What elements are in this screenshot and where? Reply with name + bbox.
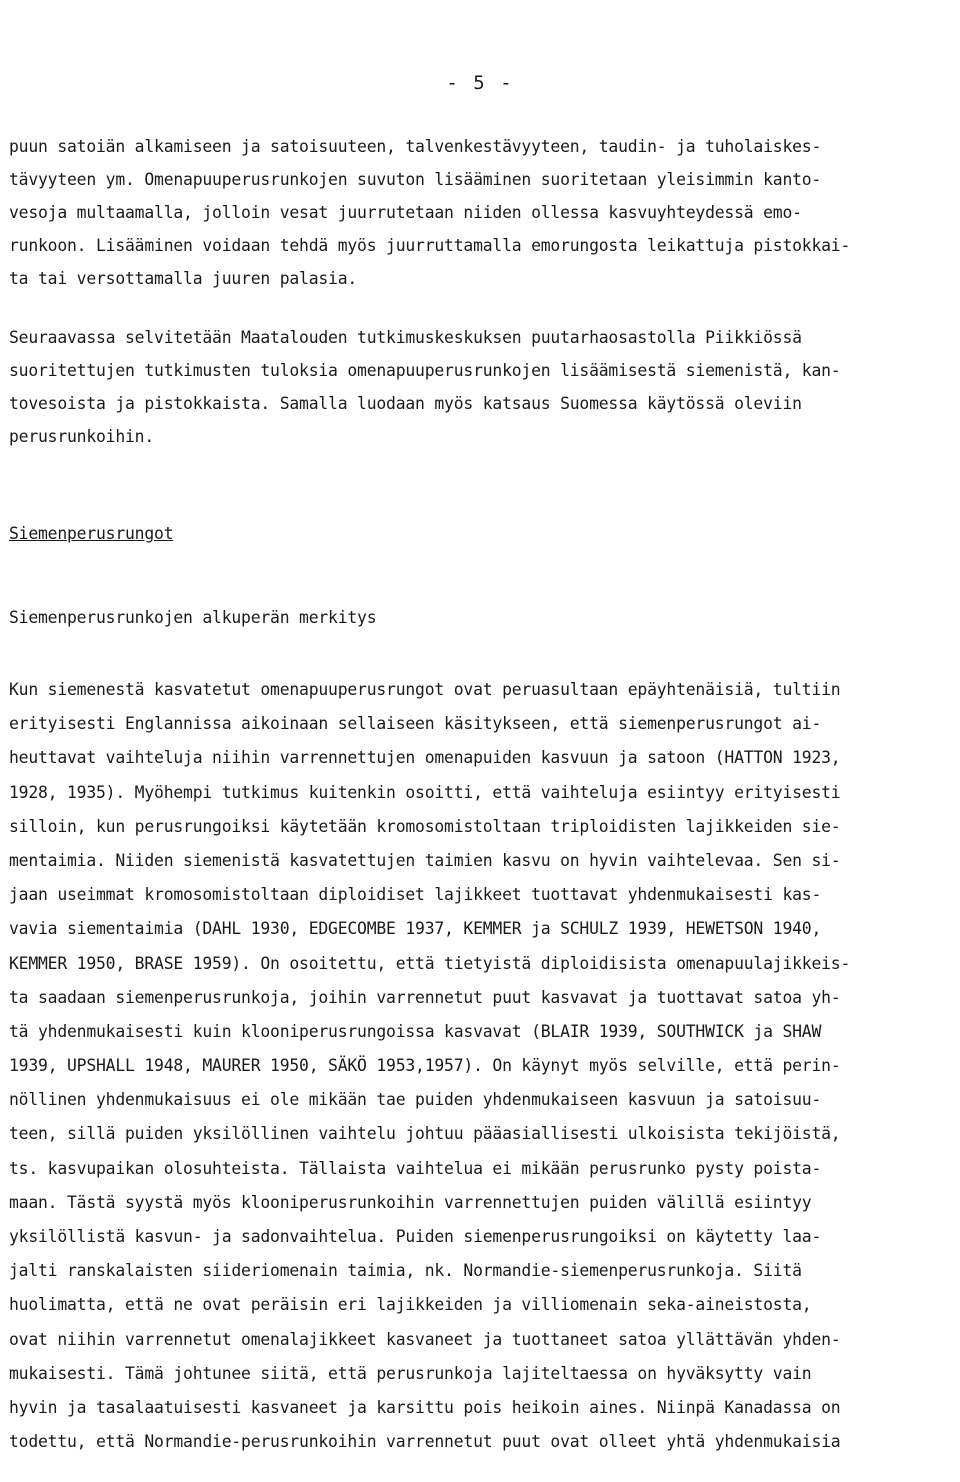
text-line: jalti ranskalaisten siideriomenain taimia, nk. Normandie-siemenperusrunkoja. Siitä: [9, 1261, 802, 1281]
text-line: jaan useimmat kromosomistoltaan diploidiset lajikkeet tuottavat yhdenmukaisesti kas-: [9, 885, 822, 905]
text-line: mukaisesti. Tämä johtunee siitä, että perusrunkoja lajiteltaessa on hyväksytty vain: [9, 1363, 812, 1383]
text-line: ts. kasvupaikan olosuhteista. Tällaista vaihtelua ei mikään perusrunko pysty poista-: [9, 1158, 822, 1178]
page-number: - 5 -: [446, 72, 514, 94]
text-line: ta saadaan siemenperusrunkoja, joihin varrennetut puut kasvavat ja tuottavat satoa yh-: [9, 987, 841, 1007]
text-line: silloin, kun perusrungoiksi käytetään kromosomistoltaan triploidisten lajikkeiden sie-: [9, 816, 841, 836]
text-line: vesoja multaamalla, jolloin vesat juurrutetaan niiden ollessa kasvuyhteydessä emo-: [9, 203, 802, 222]
text-line: tovesoista ja pistokkaista. Samalla luodaan myös katsaus Suomessa käytössä oleviin: [9, 394, 802, 413]
intro-paragraph: [9, 130, 951, 295]
text-line: nöllinen yhdenmukaisuus ei ole mikään tae puiden yhdenmukaiseen kasvuun ja satoisuu-: [9, 1090, 822, 1110]
purpose-paragraph: [9, 321, 951, 453]
section-subheading: Siemenperusrunkojen alkuperän merkitys: [9, 608, 377, 627]
text-line: Kun siemenestä kasvatetut omenapuuperusrungot ovat peruasultaan epäyhtenäisiä, tultiin: [9, 680, 841, 699]
text-line: maan. Tästä syystä myös klooniperusrunkoihin varrennettujen puiden välillä esiintyy: [9, 1192, 812, 1212]
body-paragraph: [9, 673, 951, 1459]
text-line: 1928, 1935). Myöhempi tutkimus kuitenkin osoitti, että vaihteluja esiintyy erityisesti: [9, 782, 841, 802]
text-line: erityisesti Englannissa aikoinaan sellaiseen käsitykseen, että siemenperusrungot ai-: [9, 714, 822, 734]
section-heading: Siemenperusrungot: [9, 524, 174, 543]
text-line: tä yhdenmukaisesti kuin klooniperusrungoissa kasvavat (BLAIR 1939, SOUTHWICK ja SHAW: [9, 1021, 822, 1041]
text-line: puun satoiän alkamiseen ja satoisuuteen, talvenkestävyyteen, taudin- ja tuholaiskes-: [9, 137, 822, 156]
text-line: 1939, UPSHALL 1948, MAURER 1950, SÄKÖ 1953,1957). On käynyt myös selville, että perin-: [9, 1056, 841, 1076]
text-line: ovat niihin varrennetut omenalajikkeet kasvaneet ja tuottaneet satoa yllättävän yhden-: [9, 1329, 841, 1349]
text-line: suoritettujen tutkimusten tuloksia omenapuuperusrunkojen lisäämisestä siemenistä, kan-: [9, 361, 841, 380]
text-line: runkoon. Lisääminen voidaan tehdä myös juurruttamalla emorungosta leikattuja pistokkai-: [9, 236, 851, 255]
text-line: KEMMER 1950, BRASE 1959). On osoitettu, että tietyistä diploidisista omenapuulajikkeis-: [9, 953, 851, 973]
text-line: todettu, että Normandie-perusrunkoihin varrennetut puut ovat olleet yhtä yhdenmukaisia: [9, 1432, 841, 1452]
text-line: perusrunkoihin.: [9, 427, 155, 446]
text-line: yksilöllistä kasvun- ja sadonvaihtelua. Puiden siemenperusrungoiksi on käytetty laa-: [9, 1227, 822, 1246]
text-line: vavia siementaimia (DAHL 1930, EDGECOMBE 1937, KEMMER ja SCHULZ 1939, HEWETSON 1940,: [9, 919, 822, 939]
text-line: hyvin ja tasalaatuisesti kasvaneet ja karsittu pois heikoin aines. Niinpä Kanadassa on: [9, 1397, 841, 1417]
text-line: teen, sillä puiden yksilöllinen vaihtelu johtuu pääasiallisesti ulkoisista tekijöistä,: [9, 1124, 841, 1144]
text-line: heuttavat vaihteluja niihin varrennettujen omenapuiden kasvuun ja satoon (HATTON 1923,: [9, 748, 841, 768]
text-line: Seuraavassa selvitetään Maatalouden tutkimuskeskuksen puutarhaosastolla Piikkiössä: [9, 328, 802, 347]
text-line: mentaimia. Niiden siemenistä kasvatettujen taimien kasvu on hyvin vaihtelevaa. Sen si-: [9, 850, 841, 870]
text-line: ta tai versottamalla juuren palasia.: [9, 269, 358, 288]
text-line: huolimatta, että ne ovat peräisin eri lajikkeiden ja villiomenain seka-aineistosta,: [9, 1295, 812, 1315]
text-line: tävyyteen ym. Omenapuuperusrunkojen suvuton lisääminen suoritetaan yleisimmin kanto-: [9, 170, 822, 189]
